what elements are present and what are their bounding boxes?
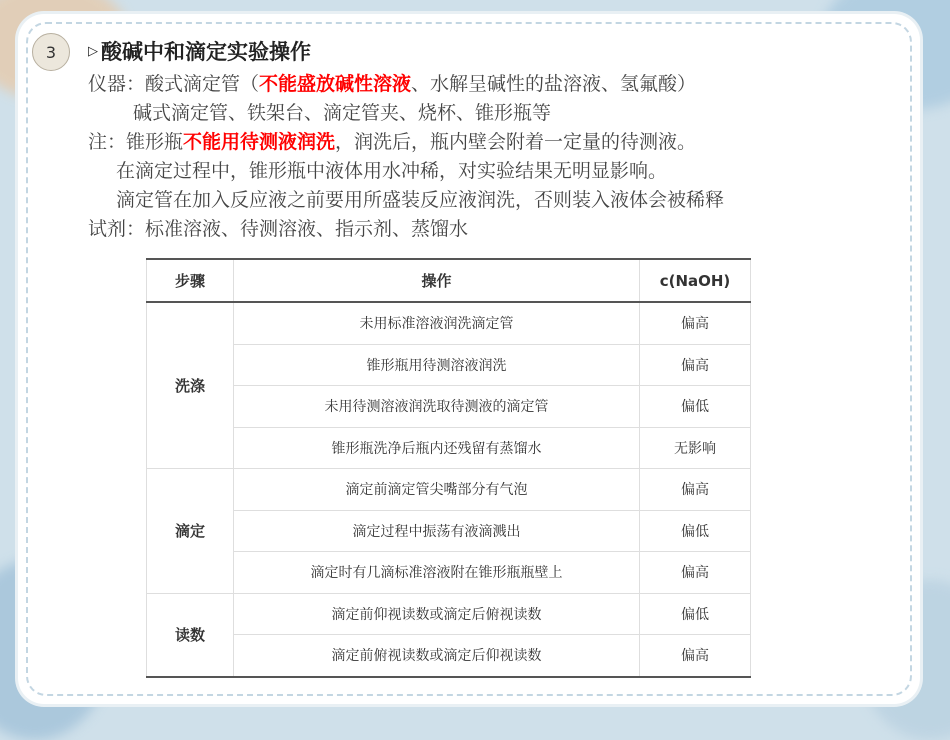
table-row bbox=[147, 552, 751, 594]
header-step: 步骤 bbox=[147, 259, 234, 302]
emphasis-red: 不能用待测液润洗 bbox=[183, 131, 336, 153]
operation-cell: 未用标准溶液润洗滴定管 bbox=[234, 302, 640, 344]
emphasis-red: 不能盛放碱性溶液 bbox=[259, 73, 412, 95]
slide-title bbox=[88, 36, 311, 66]
header-operation: 操作 bbox=[234, 259, 640, 302]
table-row bbox=[147, 302, 751, 344]
slide-number-badge bbox=[32, 33, 70, 71]
step-cell: 读数 bbox=[147, 593, 234, 677]
result-cell: 偏高 bbox=[640, 635, 751, 677]
slide-number: 3 bbox=[45, 42, 57, 62]
title-text: 酸碱中和滴定实验操作 bbox=[101, 40, 311, 64]
instruments-line-2: 碱式滴定管、铁架台、滴定管夹、烧杯、锥形瓶等 bbox=[133, 102, 552, 124]
triangle-bullet-icon: ▷ bbox=[88, 43, 98, 59]
step-cell: 洗涤 bbox=[147, 302, 234, 469]
table-row bbox=[147, 593, 751, 635]
operation-cell: 锥形瓶洗净后瓶内还残留有蒸馏水 bbox=[234, 427, 640, 469]
result-cell: 偏高 bbox=[640, 302, 751, 344]
note-line-3: 滴定管在加入反应液之前要用所盛装反应液润洗，否则装入液体会被稀释 bbox=[116, 189, 725, 211]
note-line-2: 在滴定过程中，锥形瓶中液体用水冲稀，对实验结果无明显影响。 bbox=[116, 160, 668, 182]
reagents-line: 试剂：标准溶液、待测溶液、指示剂、蒸馏水 bbox=[88, 218, 469, 240]
step-cell: 滴定 bbox=[147, 469, 234, 594]
operation-cell: 滴定前仰视读数或滴定后俯视读数 bbox=[234, 593, 640, 635]
content-text bbox=[88, 70, 724, 244]
table-row bbox=[147, 344, 751, 386]
note-line-1: 注：锥形瓶不能用待测液润洗，润洗后，瓶内壁会附着一定量的待测液。 bbox=[88, 131, 697, 153]
operation-cell: 未用待测溶液润洗取待测液的滴定管 bbox=[234, 386, 640, 428]
operation-cell: 滴定过程中振荡有液滴溅出 bbox=[234, 510, 640, 552]
result-cell: 无影响 bbox=[640, 427, 751, 469]
table-row bbox=[147, 510, 751, 552]
result-cell: 偏高 bbox=[640, 469, 751, 511]
result-cell: 偏高 bbox=[640, 552, 751, 594]
table-header-row bbox=[147, 259, 751, 302]
table-row bbox=[147, 469, 751, 511]
operation-cell: 滴定前滴定管尖嘴部分有气泡 bbox=[234, 469, 640, 511]
table-row bbox=[147, 427, 751, 469]
result-cell: 偏低 bbox=[640, 386, 751, 428]
header-result: c(NaOH) bbox=[640, 259, 751, 302]
operation-cell: 滴定时有几滴标准溶液附在锥形瓶瓶壁上 bbox=[234, 552, 640, 594]
result-cell: 偏低 bbox=[640, 510, 751, 552]
operation-cell: 锥形瓶用待测溶液润洗 bbox=[234, 344, 640, 386]
table-row bbox=[147, 386, 751, 428]
result-cell: 偏低 bbox=[640, 593, 751, 635]
result-cell: 偏高 bbox=[640, 344, 751, 386]
instruments-line-1: 仪器：酸式滴定管（不能盛放碱性溶液、水解呈碱性的盐溶液、氢氟酸） bbox=[88, 73, 697, 95]
operations-table bbox=[146, 258, 751, 678]
table-row bbox=[147, 635, 751, 677]
operation-cell: 滴定前俯视读数或滴定后仰视读数 bbox=[234, 635, 640, 677]
